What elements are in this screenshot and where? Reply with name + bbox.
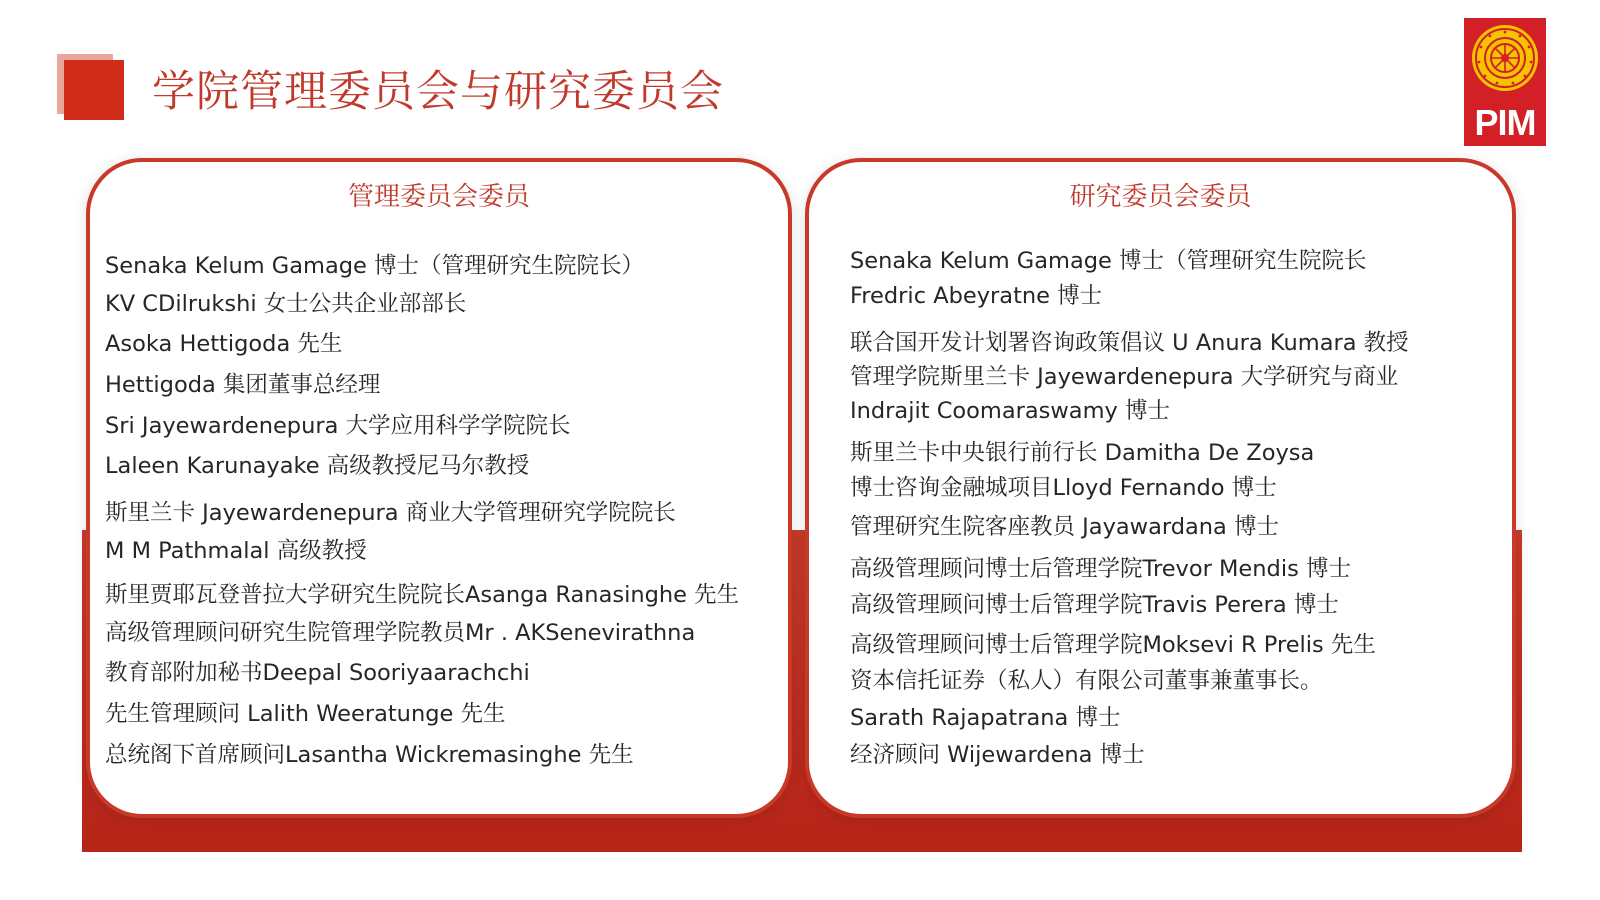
member-line: 先生管理顾问 Lalith Weeratunge 先生 [105, 701, 506, 727]
pim-logo [1464, 18, 1546, 146]
member-line: Indrajit Coomaraswamy 博士 [850, 398, 1170, 424]
member-line: M M Pathmalal 高级教授 [105, 538, 367, 564]
management-panel-title: 管理委员会委员 [347, 182, 530, 212]
member-line: Sarath Rajapatrana 博士 [850, 705, 1121, 731]
member-line: 高级管理顾问博士后管理学院Travis Perera 博士 [850, 592, 1339, 618]
title-marker [64, 60, 124, 120]
research-panel-title: 研究委员会委员 [1069, 182, 1252, 212]
member-line: Hettigoda 集团董事总经理 [105, 372, 381, 398]
member-line: 教育部附加秘书Deepal Sooriyaarachchi [105, 660, 530, 686]
member-line: 博士咨询金融城项目Lloyd Fernando 博士 [850, 475, 1277, 501]
research-committee-panel [805, 158, 1516, 818]
member-line: 资本信托证券（私人）有限公司董事兼董事长。 [850, 668, 1323, 694]
member-line: KV CDilrukshi 女士公共企业部部长 [105, 291, 467, 317]
member-line: 高级管理顾问博士后管理学院Trevor Mendis 博士 [850, 556, 1351, 582]
member-line: 斯里贾耶瓦登普拉大学研究生院院长Asanga Ranasinghe 先生 [105, 582, 740, 608]
member-line: 斯里兰卡中央银行前行长 Damitha De Zoysa [850, 440, 1315, 466]
member-line: Sri Jayewardenepura 大学应用科学学院院长 [105, 413, 571, 439]
member-line: 高级管理顾问研究生院管理学院教员Mr . AKSenevirathna [105, 620, 696, 646]
member-line: 管理学院斯里兰卡 Jayewardenepura 大学研究与商业 [850, 364, 1399, 390]
member-line: 总统阁下首席顾问Lasantha Wickremasinghe 先生 [105, 742, 634, 768]
member-line: 斯里兰卡 Jayewardenepura 商业大学管理研究学院院长 [105, 500, 676, 526]
member-line: Senaka Kelum Gamage 博士（管理研究生院院长 [850, 248, 1367, 274]
management-committee-panel [86, 158, 792, 818]
member-line: Fredric Abeyratne 博士 [850, 283, 1103, 309]
member-line: 联合国开发计划署咨询政策倡议 U Anura Kumara 教授 [850, 330, 1409, 356]
member-line: 高级管理顾问博士后管理学院Moksevi R Prelis 先生 [850, 632, 1376, 658]
member-line: Senaka Kelum Gamage 博士（管理研究生院院长） [105, 253, 645, 279]
member-line: Laleen Karunayake 高级教授尼马尔教授 [105, 453, 530, 479]
logo-text: PIM [1474, 102, 1536, 143]
page-title: 学院管理委员会与研究委员会 [152, 67, 724, 117]
member-line: Asoka Hettigoda 先生 [105, 331, 343, 357]
member-line: 经济顾问 Wijewardena 博士 [850, 742, 1145, 768]
dharma-wheel-seal-icon [1469, 22, 1541, 94]
member-line: 管理研究生院客座教员 Jayawardana 博士 [850, 514, 1279, 540]
